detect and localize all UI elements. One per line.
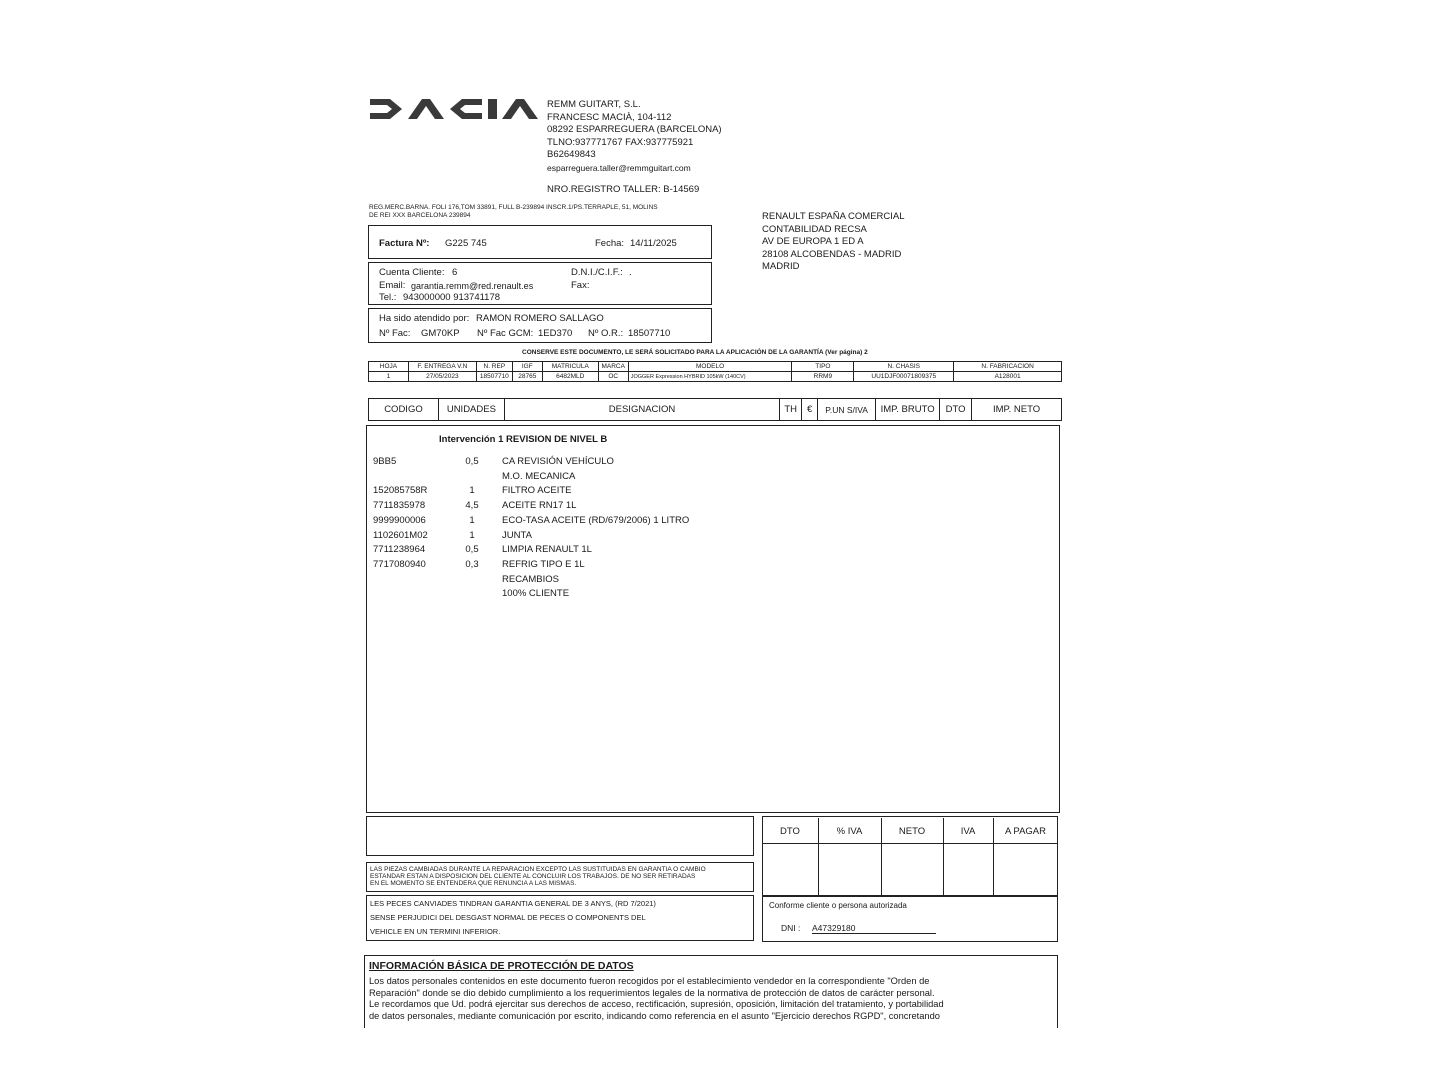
vehicle-header-cell: MARCA	[598, 362, 628, 372]
email-label: Email:	[379, 280, 406, 291]
attended-name: RAMON ROMERO SALLAGO	[476, 313, 604, 324]
column-header-net: IMP. NETO	[972, 399, 1062, 421]
line-item-description: CA REVISIÓN VEHÍCULO	[502, 456, 614, 467]
recipient-line: CONTABILIDAD RECSA	[762, 223, 867, 235]
line-item-units: 1	[469, 529, 475, 541]
line-item-code: 9BB5	[373, 456, 397, 467]
vehicle-header-cell: N. CHASIS	[854, 362, 954, 372]
company-name: REMM GUITART, S.L.	[547, 99, 641, 110]
company-address	[547, 99, 722, 174]
recipient-line: AV DE EUROPA 1 ED A	[762, 236, 864, 247]
line-item-units: 4,5	[465, 500, 479, 512]
company-email: esparreguera.taller@remmguitart.com	[547, 162, 691, 173]
intervention-title: Intervención 1 REVISION DE NIVEL B	[439, 434, 608, 445]
line-item-units: 1	[469, 485, 475, 497]
company-street: FRANCESC MACIÀ, 104-112	[547, 111, 672, 123]
line-item-code: 9999900006	[373, 514, 426, 526]
vehicle-header-cell: MODELO	[628, 362, 792, 372]
line-item-code: 1102601M02	[373, 529, 428, 541]
column-header-discount: DTO	[940, 399, 972, 421]
vehicle-value-row	[369, 372, 1062, 382]
vehicle-header-cell: N. FABRICACION	[954, 362, 1062, 372]
fac-value: GM70KP	[421, 328, 460, 339]
vehicle-value-cell: RRM9	[792, 372, 854, 382]
privacy-text	[369, 976, 944, 1022]
column-header-gross: IMP. BRUTO	[876, 399, 940, 421]
signature-box	[762, 896, 1058, 942]
signature-dni-value: A47329180	[812, 923, 936, 934]
warranty-line: VEHICLE EN UN TERMINI INFERIOR.	[370, 927, 501, 936]
totals-header-net: NETO	[898, 826, 926, 837]
invoice-date-label: Fecha:	[595, 238, 625, 249]
line-item-description: ACEITE RN17 1L	[502, 500, 577, 512]
warranty-note-box	[366, 895, 754, 941]
line-item-description: FILTRO ACEITE	[502, 485, 572, 497]
totals-header-dto: DTO	[780, 826, 800, 837]
company-cif: B62649843	[547, 149, 596, 160]
privacy-box	[364, 955, 1058, 1035]
dacia-logo	[368, 96, 540, 122]
vehicle-value-cell: 27/05/2023	[408, 372, 476, 382]
email-value: garantia.remm@red.renault.es	[411, 281, 534, 291]
attended-label: Ha sido atendido por:	[379, 313, 470, 324]
column-header-th: TH	[780, 399, 802, 421]
parts-note-line: LAS PIEZAS CAMBIADAS DURANTE LA REPARACION EXCEPTO LAS SUSTITUIDAS EN GARANTIA O CAMBIO	[370, 866, 706, 873]
mercantile-line: REG.MERC.BARNA. FOLI 176,TOM 33891, FULL B-239894 INSCR.1/PS.TERRAPLE, 51, MOLINS	[369, 204, 658, 211]
vehicle-value-cell: OC	[598, 372, 628, 382]
conserve-note: CONSERVE ESTE DOCUMENTO, LE SERÁ SOLICITADO PARA LA APLICACIÓN DE LA GARANTÍA (Ver página) 2	[522, 349, 868, 356]
parts-note-box	[366, 862, 754, 892]
line-item-units: 1	[469, 514, 475, 526]
fac-gcm-label: Nº Fac GCM:	[477, 328, 534, 339]
items-header	[368, 398, 1062, 421]
tel-label: Tel.:	[379, 292, 397, 303]
fac-gcm-value: 1ED370	[538, 328, 573, 339]
line-item-description: REFRIG TIPO E 1L	[502, 558, 585, 570]
vehicle-header-cell: N. REP	[476, 362, 512, 372]
fac-label: Nº Fac:	[379, 328, 411, 339]
mercantile-line: DE REI XXX BARCELONA 239894	[369, 211, 471, 219]
dni-label: D.N.I./C.I.F.:	[571, 267, 623, 278]
line-item-description: LIMPIA RENAULT 1L	[502, 544, 592, 556]
vehicle-value-cell: 1	[369, 372, 409, 382]
vehicle-value-cell: A128001	[954, 372, 1062, 382]
warranty-line: SENSE PERJUDICI DEL DESGAST NORMAL DE PECES O COMPONENTS DEL	[370, 913, 646, 922]
signature-dni-label: DNI :	[781, 923, 801, 933]
vehicle-header-cell: MATRICULA	[542, 362, 598, 372]
vehicle-value-cell: 6482MLD	[542, 372, 598, 382]
parts-note-line: ESTANDAR ESTAN A DISPOSICION DEL CLIENTE AL CONCLUIR LOS TRABAJOS. DE NO SER RETIRADAS	[370, 873, 696, 880]
page-cutoff	[0, 1028, 1440, 1080]
privacy-line: de datos personales, mediante comunicación por escrito, indicando como referencia en el asunto "Ejercicio derechos RGPD", concretando	[369, 1010, 940, 1021]
totals-divider	[763, 843, 1057, 844]
line-item-description: RECAMBIOS	[502, 573, 560, 585]
invoice-number-label: Factura Nº:	[379, 238, 430, 249]
vehicle-header-cell: F. ENTREGA V.N	[408, 362, 476, 372]
vehicle-header-row	[369, 362, 1062, 372]
attended-box	[368, 308, 712, 343]
privacy-line: Le recordamos que Ud. podrá ejercitar sus derechos de acceso, rectificación, supresión, oposición, limitación del tratamiento, y portabilidad	[369, 999, 944, 1009]
line-item-units: 0,5	[465, 456, 479, 467]
privacy-line: Los datos personales contenidos en este documento fueron recogidos por el establecimiento vendedor en la correspondiente "Orden de	[369, 976, 930, 986]
recipient-address	[762, 211, 905, 274]
account-label: Cuenta Cliente:	[379, 267, 445, 278]
fax-label: Fax:	[571, 280, 590, 291]
company-city: 08292 ESPARREGUERA (BARCELONA)	[547, 124, 722, 135]
vehicle-header-cell: HOJA	[369, 362, 409, 372]
column-header-codigo: CODIGO	[369, 399, 439, 421]
recipient-line: RENAULT ESPAÑA COMERCIAL	[762, 211, 905, 222]
invoice-number: G225 745	[445, 238, 487, 249]
company-phones: TLNO:937771767 FAX:937775921	[547, 136, 694, 148]
account-value: 6	[452, 267, 458, 278]
mercantile-registry	[369, 204, 658, 219]
privacy-title: INFORMACIÓN BÁSICA DE PROTECCIÓN DE DATOS	[369, 960, 634, 972]
line-item-code: 152085758R	[373, 485, 428, 497]
warranty-line: LES PECES CANVIADES TINDRAN GARANTIA GENERAL DE 3 ANYS, (RD 7/2021)	[370, 899, 656, 908]
recipient-line: MADRID	[762, 261, 800, 272]
line-item-code: 7711238964	[373, 544, 426, 556]
dni-value: .	[629, 267, 632, 278]
column-header-currency: €	[802, 399, 818, 421]
line-item-description: JUNTA	[502, 529, 532, 541]
vehicle-value-cell: 18507710	[476, 372, 512, 382]
privacy-line: Reparación" donde se dio debido cumplimiento a los requerimientos legales de la normativa de protección de datos de carácter personal.	[369, 987, 935, 998]
column-header-unidades: UNIDADES	[438, 399, 504, 421]
vehicle-value-cell: UU1DJF00071809375	[854, 372, 954, 382]
notes-empty-box	[366, 816, 754, 856]
tel-value: 943000000 913741178	[403, 292, 501, 303]
invoice-date: 14/11/2025	[630, 238, 677, 249]
recipient-line: 28108 ALCOBENDAS - MADRID	[762, 248, 902, 260]
vehicle-header-cell: IGF	[512, 362, 542, 372]
vehicle-value-cell: JOGGER Expression HYBRID 105kW (140CV)	[628, 372, 792, 382]
totals-header-pay: A PAGAR	[1004, 826, 1046, 837]
column-header-designacion: DESIGNACION	[504, 399, 779, 421]
line-item-description: ECO-TASA ACEITE (RD/679/2006) 1 LITRO	[502, 514, 690, 526]
vehicle-value-cell: 28765	[512, 372, 542, 382]
workshop-registry: NRO.REGISTRO TALLER: B-14569	[547, 184, 700, 195]
line-item-code: 7717080940	[373, 558, 426, 570]
signature-label: Conforme cliente o persona autorizada	[769, 901, 907, 910]
line-item-code: 7711835978	[373, 500, 426, 512]
parts-note-line: EN EL MOMENTO SE ENTENDERA QUE RENUNCIA A LAS MISMAS.	[370, 880, 577, 887]
totals-header-iva-pct: % IVA	[836, 826, 863, 837]
or-label: Nº O.R.:	[588, 328, 624, 339]
invoice-box	[368, 225, 712, 259]
client-box	[368, 262, 712, 305]
line-item-description: 100% CLIENTE	[502, 588, 570, 600]
vehicle-header-cell: TIPO	[792, 362, 854, 372]
totals-header-iva: IVA	[960, 826, 976, 837]
items-body	[366, 425, 1060, 813]
line-item-units: 0,3	[465, 558, 479, 570]
vehicle-table	[368, 361, 1062, 382]
column-header-unit-price: P.UN S/IVA	[818, 399, 876, 421]
line-item-units: 0,5	[465, 544, 479, 556]
line-item-description: M.O. MECANICA	[502, 470, 576, 482]
or-value: 18507710	[628, 328, 671, 339]
